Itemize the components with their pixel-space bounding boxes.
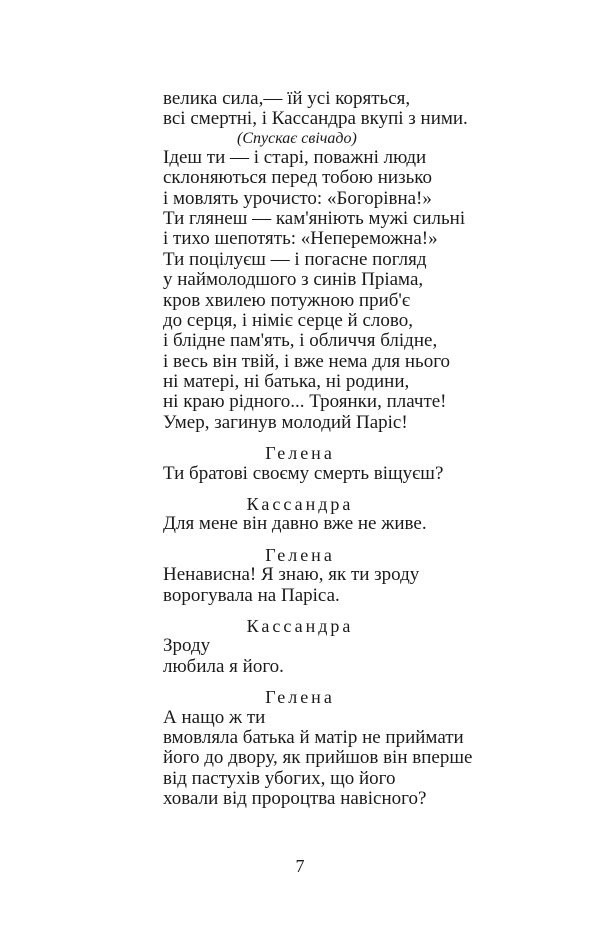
- verse-line: любила я його.: [163, 655, 284, 677]
- play-text: [163, 88, 473, 810]
- verse-line: до серця, і німіє серце й слово,: [163, 309, 413, 331]
- verse-line: всі смертні, і Кассандра вкупі з ними.: [163, 108, 468, 130]
- verse-line: А нащо ж ти: [163, 706, 266, 728]
- verse-line: його до двору, як прийшов він вперше: [163, 747, 473, 769]
- verse-line: і тихо шепотять: «Непереможна!»: [163, 228, 438, 250]
- verse-line: вмовляла батька й матір не приймати: [163, 726, 464, 748]
- verse-line: велика сила,— їй усі коряться,: [163, 88, 411, 109]
- speaker-name: Гелена: [265, 443, 335, 464]
- verse-line: Ти братові своєму смерть віщуєш?: [163, 462, 444, 484]
- verse-line: склоняються перед тобою низько: [163, 167, 433, 189]
- verse-line: Ти глянеш — кам'яніють мужі сильні: [163, 207, 466, 229]
- stage-direction: (Спускає свічадо): [237, 129, 357, 147]
- speaker-name: Гелена: [265, 544, 335, 565]
- verse-line: ховали від пророцтва навісного?: [163, 788, 427, 810]
- verse-line: від пастухів убогих, що його: [163, 767, 396, 789]
- verse-line: Ти поцілуєш — і погасне погляд: [163, 248, 427, 270]
- verse-line: Ненависна! Я знаю, як ти зроду: [163, 564, 420, 586]
- verse-line: ні краю рідного... Троянки, плачте!: [163, 391, 447, 413]
- speaker-name: Кассандра: [246, 615, 354, 636]
- verse-line: у наймолодшого з синів Пріама,: [163, 269, 424, 291]
- speaker-name: Кассандра: [246, 494, 354, 515]
- verse-line: Ідеш ти — і старі, поважні люди: [163, 146, 427, 168]
- verse-line: і блідне пам'ять, і обличчя блідне,: [163, 330, 438, 352]
- page-number: 7: [295, 856, 305, 876]
- verse-line: кров хвилею потужною приб'є: [163, 289, 410, 311]
- verse-line: і мовлять урочисто: «Богорівна!»: [163, 187, 432, 209]
- verse-line: Умер, загинув молодий Паріс!: [163, 411, 408, 433]
- verse-line: ні матері, ні батька, ні родини,: [163, 371, 410, 393]
- verse-line: і весь він твій, і вже нема для нього: [163, 350, 451, 372]
- speaker-name: Гелена: [265, 687, 335, 708]
- verse-line: ворогувала на Паріса.: [163, 584, 340, 606]
- verse-line: Для мене він давно вже не живе.: [163, 513, 427, 535]
- verse-line: Зроду: [163, 635, 211, 657]
